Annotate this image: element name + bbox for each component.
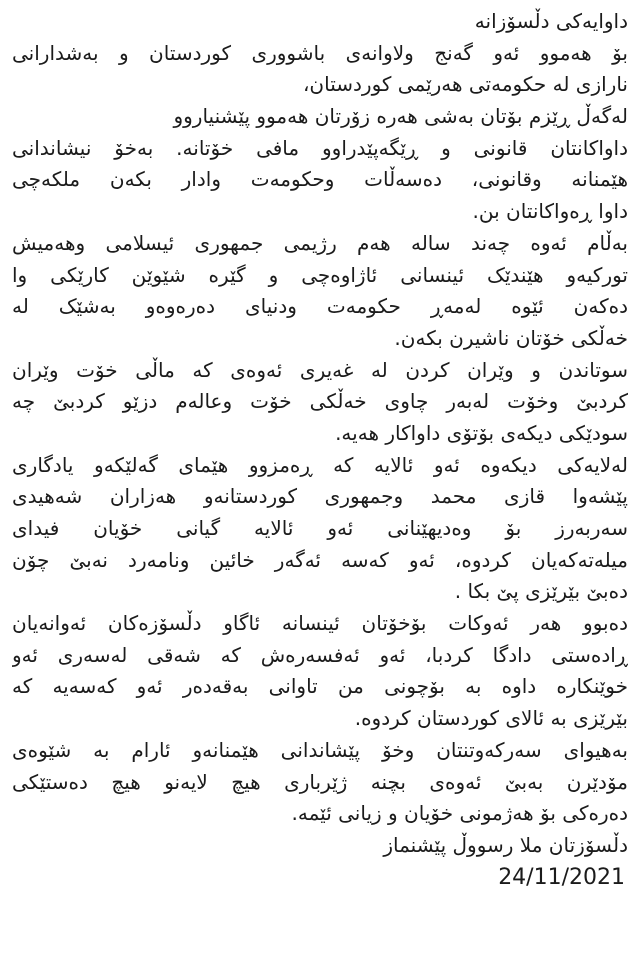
letter-line: بەهیوای سەرکەوتنتان وخۆ پێشاندانی هێمنانەو ئارام بە شێوەی bbox=[12, 737, 628, 762]
letter-line: بێرێزی بە ئالای کوردستان کردوە. bbox=[354, 706, 628, 731]
letter-line: میلەتەکەیان کردوە، ئەو کەسە ئەگەر خائین ونامەرد نەبێ چۆن bbox=[12, 547, 628, 572]
letter-line: پێشەوا قازی محمد وجمهوری کوردستانەو هەزاران شەهیدی bbox=[12, 484, 628, 509]
letter-body bbox=[12, 6, 628, 893]
letter-line: سودێکی دیکەی بۆتۆی داواکار هەیە. bbox=[335, 420, 628, 445]
letter-line: سوتاندن و وێران کردن لە غەیری ئەوەی کە ماڵی خۆت وێران bbox=[12, 357, 628, 382]
letter-line: داواکانتان قانونی و ڕێگەپێدراوو مافی خۆتانە. بەخۆ نیشاندانی bbox=[12, 135, 628, 160]
letter-line: دەکەن ئێوە لەمەڕ حکومەت ودنیای دەرەوەو بەشێک لە bbox=[12, 294, 628, 319]
letter-line: لەگەڵ ڕێزم بۆتان بەشی هەرە زۆرتان هەموو پێشنیاروو bbox=[173, 104, 628, 129]
letter-line: تورکیەو هێندێک ئینسانی ئاژاوەچی و گێرە شێوێن کارێکی وا bbox=[12, 262, 628, 287]
letter-line: ڕادەستی دادگا کردبا، ئەو ئەفسەرەش کە شەقی لەسەری ئەو bbox=[12, 642, 628, 667]
letter-line: داوا ڕەواکانتان بن. bbox=[472, 199, 628, 224]
letter-line: دەبێ بێرێزی پێ بکا . bbox=[454, 579, 628, 604]
letter-line: دەبوو هەر ئەوکات بۆخۆتان ئینسانە ئاگاو دڵسۆزەکان ئەوانەیان bbox=[12, 611, 628, 636]
letter-line: هێمنانە وقانونی، دەسەڵات وحکومەت وادار بکەن ملکەچی bbox=[12, 167, 628, 192]
letter-line: خەڵکی خۆتان ناشیرن بکەن. bbox=[394, 325, 628, 350]
letter-line: دەرەکی بۆ هەژمونی خۆیان و زیانی ئێمە. bbox=[291, 801, 628, 826]
letter-line: لەلایەکی دیکەوە ئەو ئالایە کە ڕەمزوو هێمای گەلێکەو یادگاری bbox=[12, 452, 628, 477]
letter-line: بۆ هەموو ئەو گەنج ولاوانەی باشووری کوردستان و بەشدارانی bbox=[12, 40, 628, 65]
letter-line: خوێنکارە داوە بە بۆچونی من تاوانی بەقەدەر ئەو کەسەیە کە bbox=[12, 674, 628, 699]
letter-line: بەڵام ئەوە چەند سالە هەم رژیمی جمهوری ئیسلامی وهەمیش bbox=[12, 230, 628, 255]
letter-line: داوایەکی دڵسۆزانە bbox=[474, 9, 628, 33]
letter-line: نارازی لە حکومەتی هەرێمی کوردستان، bbox=[302, 72, 628, 97]
letter-date: 24/11/2021 bbox=[498, 864, 625, 890]
letter-line: مۆدێرن بەبێ ئەوەی بچنە ژێرباری هیچ لایەنو هیچ دەستێکی bbox=[12, 769, 628, 794]
letter-line: سەربەرز بۆ وەدیهێنانی ئەو ئالایە گیانی خۆیان فیدای bbox=[12, 516, 628, 540]
letter-line: کردبێ وخۆت لەبەر چاوی خەڵکی خۆت وعالەم دزێو کردبێ چە bbox=[12, 389, 628, 414]
letter-signature: دڵسۆزتان ملا رسووڵ پێشنماز bbox=[383, 832, 628, 857]
